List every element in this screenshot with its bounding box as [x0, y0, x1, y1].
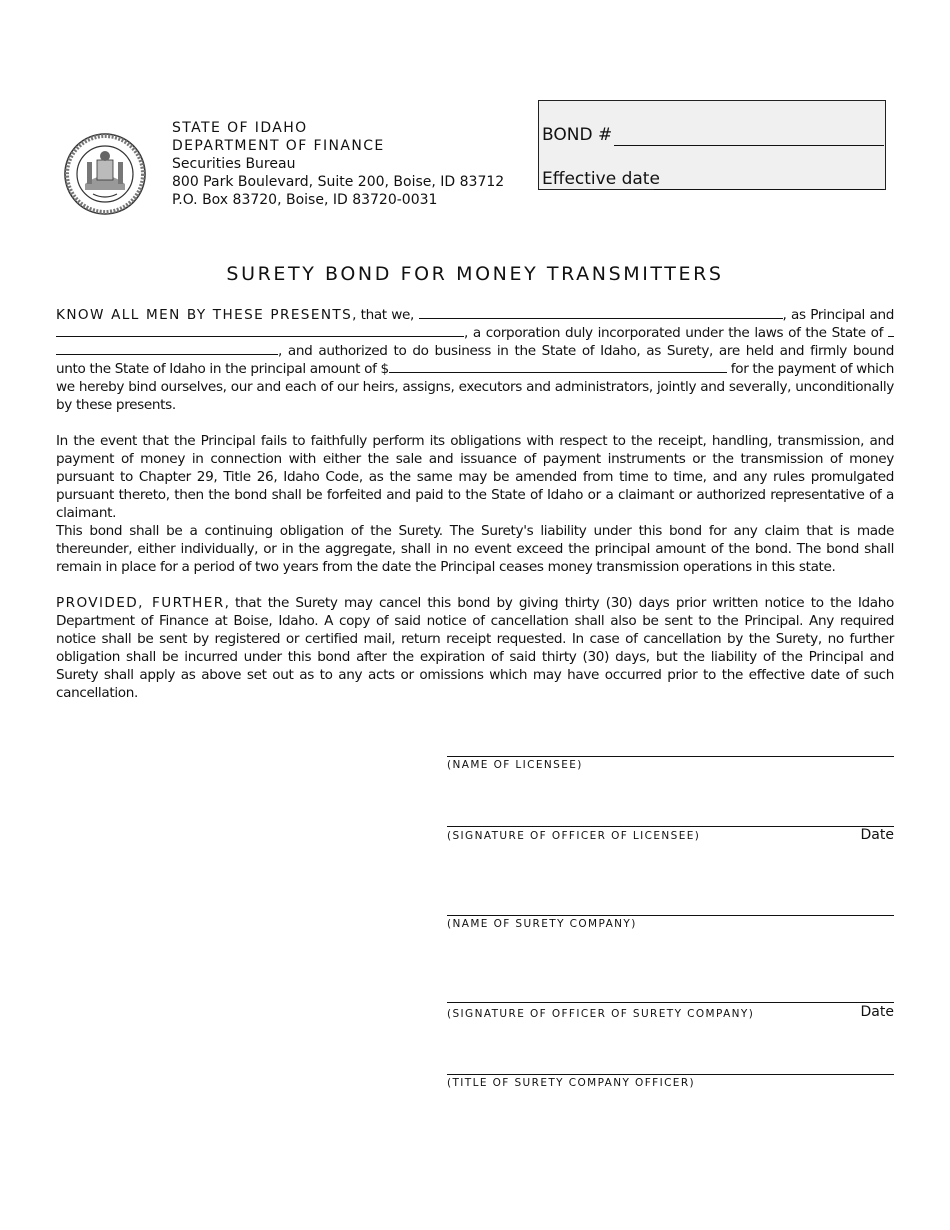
- p1-text-2: , as Principal and: [782, 307, 894, 323]
- effective-date-field[interactable]: [654, 171, 884, 190]
- great-seal-icon: [63, 132, 147, 216]
- provided-further-lead: PROVIDED, FURTHER: [56, 595, 225, 611]
- state-of-incorporation-field-start[interactable]: [888, 324, 894, 337]
- surety-signature-line[interactable]: [447, 1002, 894, 1003]
- provided-further-text: , that the Surety may cancel this bond by giving thirty (30) days prior written notice to the Idaho Department of Finance at Boise, Idaho. A copy of said notice of cancellation shall also be sent to the Principal. Any required notice shall be sent by registered or certified mail, return receipt requested. In case of cancellation by the Surety, no further obligation shall be incurred under this bond after the expiration of said thirty (30) days, but the liability of the Principal and Surety shall apply as above set out as to any acts or omissions which may have occurred prior to the effective date of such cancellation.: [56, 595, 894, 701]
- principal-name-field[interactable]: [419, 306, 783, 319]
- agency-department: DEPARTMENT OF FINANCE: [172, 138, 385, 154]
- surety-name-line[interactable]: [447, 915, 894, 916]
- document-title: SURETY BOND FOR MONEY TRANSMITTERS: [226, 263, 724, 285]
- bond-body: [56, 306, 894, 702]
- p1-text-3: , a corporation duly incorporated under the laws of the State of: [464, 325, 884, 341]
- paragraph-forfeiture: In the event that the Principal fails to faithfully perform its obligations with respect to the receipt, handling, transmission, and payment of money in connection with either the sale and issuance of payment instruments or the transmission of money pursuant to Chapter 29, Title 26, Idaho Code, as the same may be amended from time to time, and any rules promulgated pursuant thereto, then the bond shall be forfeited and paid to the State of Idaho or a claimant or authorized representative of a claimant.: [56, 433, 894, 521]
- surety-officer-title-label: (TITLE OF SURETY COMPANY OFFICER): [447, 1077, 696, 1089]
- p1-text-5: for the payment of which we hereby bind ourselves, our and each of our heirs, assigns, executors and administrators, jointly and severally, unconditionally by these presents.: [56, 361, 894, 413]
- paragraph-provided-further: [56, 594, 894, 702]
- know-all-men-lead: KNOW ALL MEN BY THESE PRESENTS: [56, 307, 353, 323]
- licensee-signature-label: (SIGNATURE OF OFFICER OF LICENSEE): [447, 830, 701, 842]
- p1-text-1: , that we,: [352, 307, 415, 323]
- effective-date-label: Effective date: [542, 169, 660, 189]
- surety-name-label: (NAME OF SURETY COMPANY): [447, 918, 637, 930]
- agency-header: [172, 119, 504, 209]
- bond-number-field[interactable]: [614, 127, 884, 146]
- agency-street-address: 800 Park Boulevard, Suite 200, Boise, ID 83712: [172, 174, 505, 190]
- state-of-incorporation-field[interactable]: [56, 342, 278, 355]
- surety-date-label: Date: [860, 1004, 894, 1020]
- surety-officer-title-line[interactable]: [447, 1074, 894, 1075]
- licensee-signature-line[interactable]: [447, 826, 894, 827]
- licensee-date-label: Date: [860, 827, 894, 843]
- licensee-name-line[interactable]: [447, 756, 894, 757]
- bond-info-box: [538, 100, 886, 190]
- agency-po-box: P.O. Box 83720, Boise, ID 83720-0031: [172, 192, 438, 208]
- surety-signature-label: (SIGNATURE OF OFFICER OF SURETY COMPANY): [447, 1008, 755, 1020]
- paragraph-know-all-men: [56, 306, 894, 414]
- principal-amount-field[interactable]: [389, 360, 727, 373]
- agency-state: STATE OF IDAHO: [172, 120, 308, 136]
- paragraph-continuing-obligation: This bond shall be a continuing obligation of the Surety. The Surety's liability under this bond for any claim that is made thereunder, either individually, or in the aggregate, shall in no event exceed the principal amount of the bond. The bond shall remain in place for a period of two years from the date the Principal ceases money transmission operations in this state.: [56, 523, 894, 575]
- bond-number-label: BOND #: [542, 125, 613, 145]
- agency-bureau: Securities Bureau: [172, 156, 296, 172]
- p1-text-4: , and authorized to do business in the State of Idaho, as Surety, are held and firmly bound unto the State of Idaho in the principal amount of $: [56, 343, 894, 377]
- licensee-name-label: (NAME OF LICENSEE): [447, 759, 583, 771]
- surety-corporation-field[interactable]: [56, 324, 464, 337]
